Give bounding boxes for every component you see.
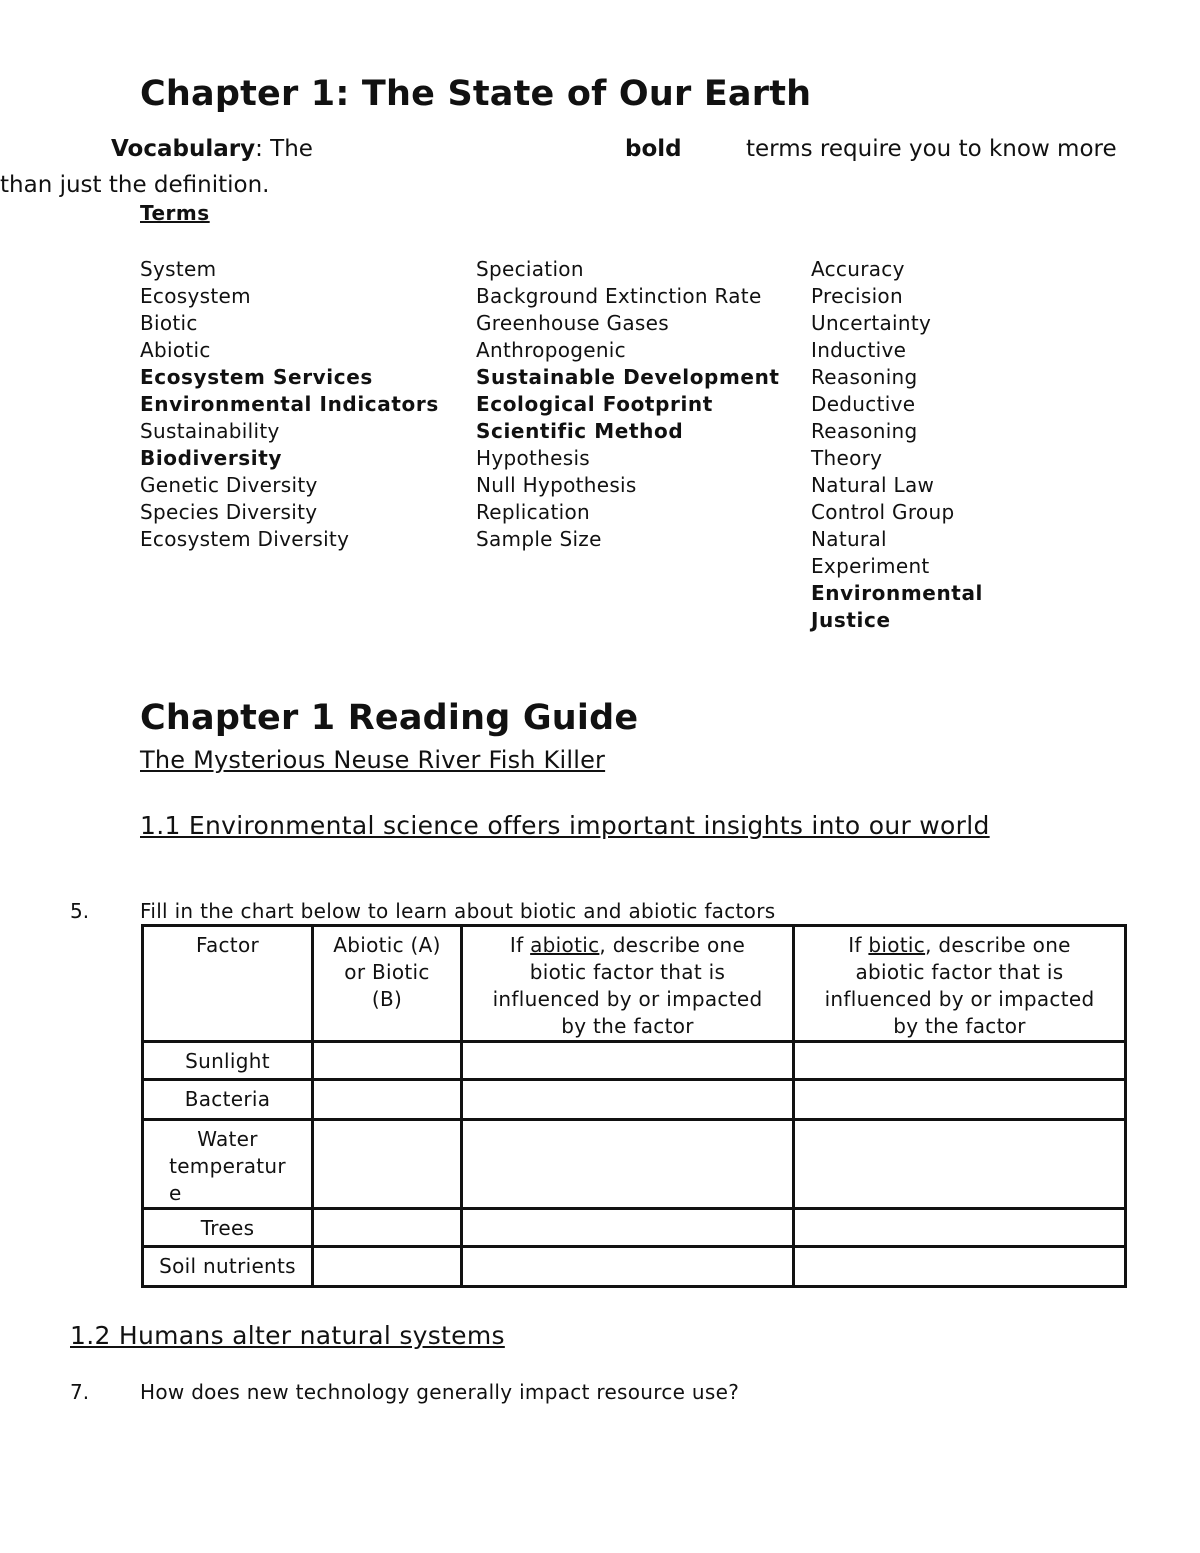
header-line: influenced by or impacted xyxy=(824,987,1095,1011)
header-type-line: or Biotic xyxy=(344,960,430,984)
factor-cell: Soil nutrients xyxy=(143,1247,313,1287)
header-factor xyxy=(143,926,313,1042)
term: System xyxy=(140,257,217,281)
term-bold: Environmental Indicators xyxy=(140,392,439,416)
header-underlined-word: abiotic xyxy=(530,933,600,957)
term: Species Diversity xyxy=(140,500,318,524)
term: Uncertainty xyxy=(811,311,932,335)
vocab-post: terms require you to know more xyxy=(746,136,1117,162)
term-bold: Ecological Footprint xyxy=(476,392,713,416)
term: Control Group xyxy=(811,500,955,524)
term: Precision xyxy=(811,284,903,308)
answer-cell[interactable] xyxy=(794,1209,1126,1247)
header-text: If xyxy=(509,933,531,957)
term: Hypothesis xyxy=(476,446,591,470)
answer-cell[interactable] xyxy=(313,1042,462,1080)
header-type-line: Abiotic (A) xyxy=(333,933,441,957)
factor-line: temperatur xyxy=(169,1154,286,1178)
reading-guide-title: Chapter 1 Reading Guide xyxy=(140,698,639,738)
term: Ecosystem xyxy=(140,284,251,308)
table-row xyxy=(143,1080,1126,1120)
terms-column-3 xyxy=(811,256,983,634)
question-number: 5. xyxy=(70,899,90,923)
factors-table xyxy=(141,924,1127,1288)
factor-line: Water xyxy=(197,1127,258,1151)
vocab-pre: The xyxy=(270,136,313,162)
table-row xyxy=(143,1247,1126,1287)
header-line: abiotic factor that is xyxy=(855,960,1064,984)
answer-cell[interactable] xyxy=(313,1247,462,1287)
table-row xyxy=(143,1120,1126,1209)
term: Sustainability xyxy=(140,419,280,443)
section-1-2-heading: 1.2 Humans alter natural systems xyxy=(70,1321,505,1350)
header-text: , describe one xyxy=(925,933,1071,957)
header-line: influenced by or impacted xyxy=(492,987,763,1011)
term-bold: Sustainable Development xyxy=(476,365,780,389)
answer-cell[interactable] xyxy=(794,1120,1126,1209)
header-type xyxy=(313,926,462,1042)
answer-cell[interactable] xyxy=(313,1120,462,1209)
header-text: If xyxy=(848,933,869,957)
term-bold: Scientific Method xyxy=(476,419,684,443)
answer-cell[interactable] xyxy=(794,1080,1126,1120)
term: Accuracy xyxy=(811,257,905,281)
term-bold: Environmental xyxy=(811,581,983,605)
header-text: , describe one xyxy=(599,933,746,957)
term: Theory xyxy=(811,446,883,470)
term: Inductive xyxy=(811,338,907,362)
vocab-bold-word-text: bold xyxy=(625,136,682,162)
term: Genetic Diversity xyxy=(140,473,318,497)
factor-line: e xyxy=(169,1181,182,1205)
question-text: How does new technology generally impact resource use? xyxy=(140,1380,740,1404)
header-underlined-word: biotic xyxy=(868,933,926,957)
factor-cell xyxy=(143,1120,313,1209)
answer-cell[interactable] xyxy=(794,1042,1126,1080)
term: Ecosystem Diversity xyxy=(140,527,350,551)
term: Natural Law xyxy=(811,473,935,497)
page-title: Chapter 1: The State of Our Earth xyxy=(140,74,812,114)
reading-guide-subtitle: The Mysterious Neuse River Fish Killer xyxy=(140,746,606,774)
terms-column-1 xyxy=(140,256,439,553)
terms-column-2 xyxy=(476,256,780,553)
term: Greenhouse Gases xyxy=(476,311,669,335)
vocab-line2: than just the definition. xyxy=(0,172,270,198)
term: Experiment xyxy=(811,554,930,578)
table-row xyxy=(143,1042,1126,1080)
header-if-abiotic xyxy=(462,926,794,1042)
term-bold: Justice xyxy=(811,608,891,632)
term: Reasoning xyxy=(811,419,918,443)
answer-cell[interactable] xyxy=(462,1120,794,1209)
term: Reasoning xyxy=(811,365,918,389)
factor-cell: Bacteria xyxy=(143,1080,313,1120)
question-text: Fill in the chart below to learn about biotic and abiotic factors xyxy=(140,899,776,923)
answer-cell[interactable] xyxy=(794,1247,1126,1287)
header-line xyxy=(467,932,788,959)
term-bold: Biodiversity xyxy=(140,446,283,470)
vocab-colon: : xyxy=(255,136,263,162)
vocab-label: Vocabulary xyxy=(111,136,256,162)
terms-heading: Terms xyxy=(140,201,210,225)
table-row xyxy=(143,1209,1126,1247)
header-line: by the factor xyxy=(561,1014,694,1038)
answer-cell[interactable] xyxy=(462,1247,794,1287)
answer-cell[interactable] xyxy=(462,1080,794,1120)
term-bold: Ecosystem Services xyxy=(140,365,373,389)
term: Sample Size xyxy=(476,527,602,551)
answer-cell[interactable] xyxy=(462,1209,794,1247)
term: Natural xyxy=(811,527,887,551)
header-line: by the factor xyxy=(893,1014,1026,1038)
term: Anthropogenic xyxy=(476,338,626,362)
answer-cell[interactable] xyxy=(313,1080,462,1120)
question-number: 7. xyxy=(70,1380,90,1404)
term: Background Extinction Rate xyxy=(476,284,762,308)
section-1-1-heading: 1.1 Environmental science offers important insights into our world xyxy=(140,811,990,840)
factor-cell: Trees xyxy=(143,1209,313,1247)
term: Replication xyxy=(476,500,590,524)
header-factor-text: Factor xyxy=(195,933,260,957)
factor-cell: Sunlight xyxy=(143,1042,313,1080)
header-type-line: (B) xyxy=(371,987,403,1011)
term: Deductive xyxy=(811,392,916,416)
term: Biotic xyxy=(140,311,198,335)
term: Abiotic xyxy=(140,338,211,362)
table-header-row xyxy=(143,926,1126,1042)
vocab-intro xyxy=(111,136,313,162)
vocab-bold-word xyxy=(625,136,682,162)
header-line: biotic factor that is xyxy=(529,960,726,984)
header-line xyxy=(799,932,1120,959)
header-if-biotic xyxy=(794,926,1126,1042)
term: Null Hypothesis xyxy=(476,473,637,497)
term: Speciation xyxy=(476,257,584,281)
answer-cell[interactable] xyxy=(462,1042,794,1080)
answer-cell[interactable] xyxy=(313,1209,462,1247)
